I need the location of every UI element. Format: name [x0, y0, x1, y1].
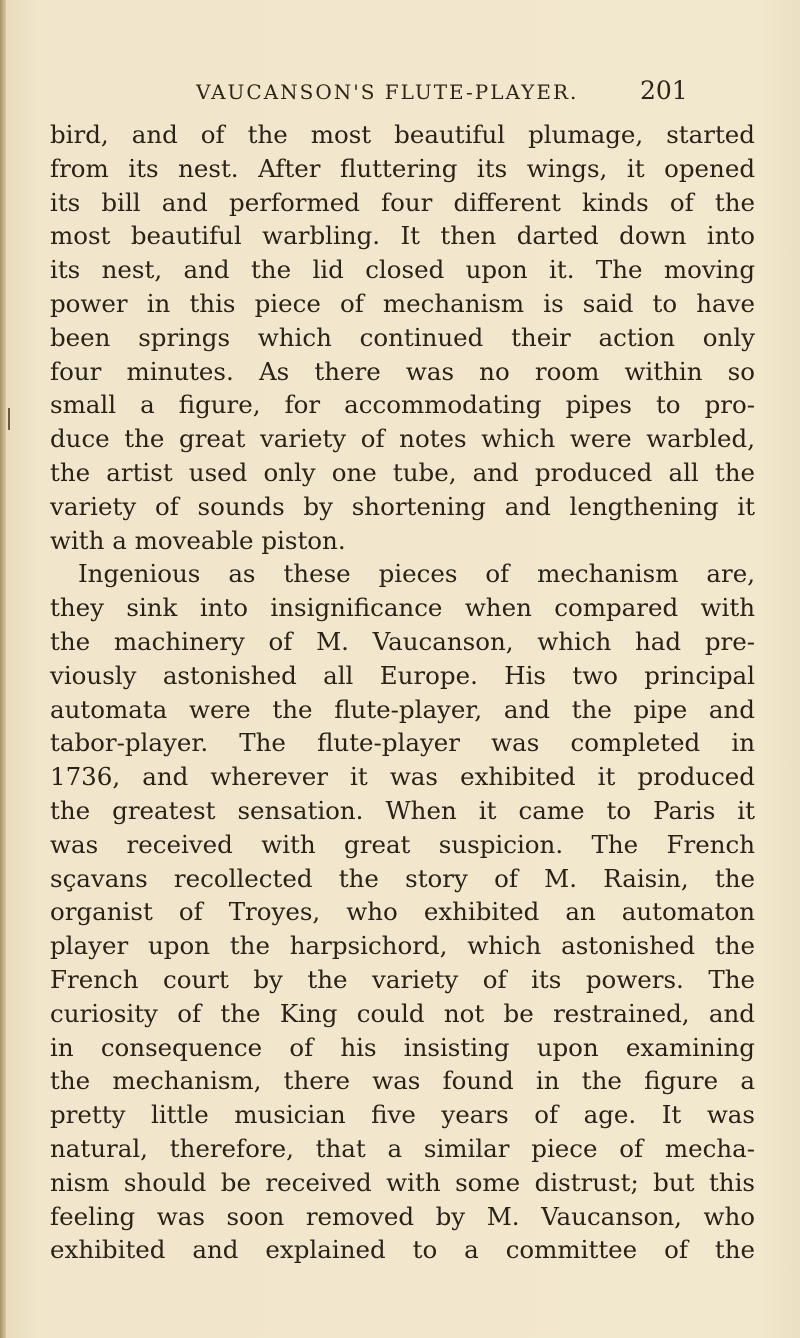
text-line: player upon the harpsichord, which astonished the	[50, 931, 755, 961]
margin-mark	[8, 408, 10, 430]
text-line: its nest, and the lid closed upon it. The moving	[50, 255, 755, 285]
text-line: curiosity of the King could not be restrained, and	[50, 998, 755, 1028]
text-line: French court by the variety of its powers. The	[50, 964, 755, 994]
text-line: in consequence of his insisting upon examining	[50, 1032, 755, 1062]
text-line: small a figure, for accommodating pipes to pro-	[50, 390, 755, 420]
text-line: natural, therefore, that a similar piece of mecha-	[50, 1133, 755, 1163]
text-line: most beautiful warbling. It then darted down into	[50, 221, 755, 251]
text-line: variety of sounds by shortening and lengthening it	[50, 491, 755, 521]
text-line: pretty little musician five years of age. It was	[50, 1100, 755, 1130]
paragraph-first-line: Ingenious as these pieces of mechanism are,	[78, 559, 755, 589]
text-line: 1736, and wherever it was exhibited it produced	[50, 762, 755, 792]
text-line: automata were the flute-player, and the pipe and	[50, 694, 755, 724]
text-line: nism should be received with some distrust; but this	[50, 1167, 755, 1197]
text-line: power in this piece of mechanism is said to have	[50, 288, 755, 318]
text-line: the greatest sensation. When it came to Paris it	[50, 795, 755, 825]
text-line: feeling was soon removed by M. Vaucanson, who	[50, 1201, 755, 1231]
text-line: been springs which continued their action only	[50, 322, 755, 352]
page-number: 201	[640, 76, 688, 105]
text-line: its bill and performed four different kinds of the	[50, 187, 755, 217]
text-line: organist of Troyes, who exhibited an automaton	[50, 897, 755, 927]
text-line: exhibited and explained to a committee of the	[50, 1235, 755, 1265]
text-line: was received with great suspicion. The French	[50, 829, 755, 859]
text-line: four minutes. As there was no room within so	[50, 356, 755, 386]
text-line: the artist used only one tube, and produced all the	[50, 457, 755, 487]
text-line: the machinery of M. Vaucanson, which had pre-	[50, 626, 755, 656]
text-line: sçavans recollected the story of M. Raisin, the	[50, 863, 755, 893]
body-text	[50, 118, 755, 1267]
text-line: viously astonished all Europe. His two principal	[50, 660, 755, 690]
text-line: from its nest. After fluttering its wings, it opened	[50, 153, 755, 183]
running-head-title: VAUCANSON'S FLUTE-PLAYER.	[196, 80, 579, 104]
text-line: tabor-player. The flute-player was completed in	[50, 728, 755, 758]
page-gutter-edge	[0, 0, 6, 1338]
text-line: bird, and of the most beautiful plumage, started	[50, 120, 755, 149]
text-line: duce the great variety of notes which were warbled,	[50, 424, 755, 454]
text-line: with a moveable piston.	[50, 525, 346, 555]
text-line: the mechanism, there was found in the figure a	[50, 1066, 755, 1096]
text-line: they sink into insignificance when compared with	[50, 593, 755, 623]
